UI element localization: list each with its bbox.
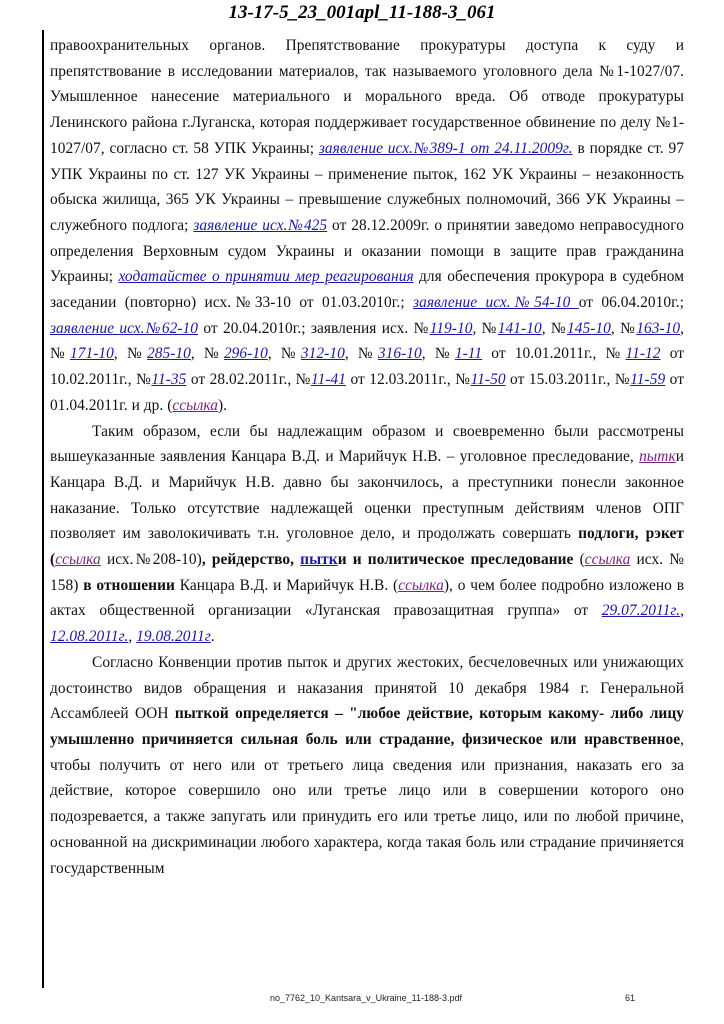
text: , № (541, 319, 567, 337)
text: , № (421, 345, 455, 363)
link-296-10[interactable]: 296-10 (223, 345, 268, 363)
link-163-10[interactable]: 163-10 (636, 319, 681, 337)
paragraph-2 (50, 419, 684, 650)
link-312-10[interactable]: 312-10 (300, 345, 345, 363)
text: от 06.04.2010г.; (578, 294, 684, 312)
link-ssylka[interactable]: ссылка (172, 396, 218, 414)
text: , № (113, 345, 147, 363)
text: от 15.03.2011г., № (505, 371, 631, 389)
text: , № (190, 345, 224, 363)
text: , чтобы получить от него или от третьего лица сведения или признания, наказать его за действие, которое совершило оно или третье лицо или в совершении которого оно подозревается, а также запугать или принудить его или третье лицо, или по любой причине, основанной на дискриминации любого характера, когда такая боль или страдание причиняется государственным (50, 730, 684, 877)
bold-text: и и политическое преследование (337, 551, 574, 569)
link-pytki-bold[interactable]: пытк (300, 551, 338, 569)
text: , № (472, 319, 498, 337)
link-11-59[interactable]: 11-59 (630, 371, 666, 389)
text: , № (344, 345, 378, 363)
text: ). (218, 396, 228, 414)
link-11-35[interactable]: 11-35 (151, 371, 187, 389)
margin-line (42, 30, 44, 988)
page-number: 61 (625, 993, 636, 1003)
text: в порядке ст. 97 УПК Украины по ст. 127 УК Украины – применение пыток, 162 УК Украины – незаконность обыска жилища, 365 УК Украины – превышение служебных полномочий, 366 УК Украины – служебного подлога; (50, 139, 685, 234)
link-119-10[interactable]: 119-10 (429, 319, 473, 337)
text: ), о чем более подробно изложено в актах общественной организации «Луганская правозащитная группа» от (50, 576, 685, 620)
bold-text: подлоги, рэкет ( (50, 525, 684, 569)
text: , (128, 628, 137, 646)
link-zayavlenie-425[interactable]: заявление исх.№425 (193, 216, 328, 234)
bold-text: в отношении (83, 576, 175, 594)
text: , № (267, 345, 301, 363)
text: исх.№208-10) (100, 551, 202, 569)
link-316-10[interactable]: 316-10 (377, 345, 422, 363)
text: ( (573, 551, 585, 569)
link-11-50[interactable]: 11-50 (470, 371, 506, 389)
bold-text: , рейдерство, (201, 551, 301, 569)
document-body (50, 33, 684, 881)
text: от 10.01.2011г., № (482, 345, 626, 363)
link-11-12[interactable]: 11-12 (625, 345, 661, 363)
link-171-10[interactable]: 171-10 (70, 345, 114, 363)
paragraph-1 (50, 33, 684, 419)
link-141-10[interactable]: 141-10 (497, 319, 542, 337)
link-zayavlenie-54-10[interactable]: заявление исх.№54-10 (413, 294, 579, 312)
text: исх. № 158) (50, 551, 685, 594)
text: . (210, 628, 215, 646)
paragraph-3 (50, 650, 684, 881)
text: от 12.03.2011г., № (345, 371, 471, 389)
text: от 28.12.2009г. о принятии заведомо неправосудного определения Верховным судом Украины и оказании помощи в защите прав гражданина Украины; (50, 216, 684, 286)
text: правоохранительных органов. Препятствование прокуратуры доступа к суду и препятствование в исследовании материалов, так называемого уголовного дела №1-1027/07. Умышленное нанесение материального и морального вреда. Об отводе прокуратуры Ленинского района г.Луганска, которая поддерживает государственное обвинение по делу №1-1027/07, согласно ст. 58 УПК Украины; (50, 37, 684, 157)
page-title: 13-17-5_23_001apl_11-188-3_061 (228, 2, 496, 23)
link-ssylka-208[interactable]: ссылка (55, 551, 101, 569)
text: от 10.02.2011г., № (50, 345, 685, 389)
link-11-41[interactable]: 11-41 (310, 371, 346, 389)
link-285-10[interactable]: 285-10 (146, 345, 191, 363)
link-zayavlenie-389-1[interactable]: заявление исх.№389-1 от 24.11.2009г. (318, 139, 573, 157)
text: Таким образом, если бы надлежащим образом и своевременно были рассмотрены вышеуказанные заявления Канцара В.Д. и Марийчук Н.В. – уголовное преследование, (50, 422, 684, 466)
bold-text: пыткой определяется – "любое действие, которым какому- либо лицу умышленно причиняется сильная боль или страдание, физическое или нравственное (50, 705, 684, 748)
text: Канцара В.Д. и Марийчук Н.В. ( (174, 576, 399, 594)
link-pytki[interactable]: пытк (639, 448, 676, 466)
text: и Канцара В.Д. и Марийчук Н.В. давно бы закончилось, а преступники понесли законное наказание. Только отсутствие надлежащей оценки преступным действиям членов ОПГ позволяет им заволокичивать т.н. уголовное дело, и продолжать совершать (50, 448, 684, 543)
link-ssylka-158[interactable]: ссылка (584, 551, 631, 569)
text: , (680, 602, 684, 620)
link-ssylka-2[interactable]: ссылка (398, 576, 444, 594)
text: от 28.02.2011г., № (186, 371, 311, 389)
link-19-08-2011[interactable]: 19.08.2011г (136, 628, 211, 646)
text: , № (610, 319, 637, 337)
link-hodataystvo[interactable]: ходатайстве о принятии мер реагирования (118, 268, 414, 286)
link-12-08-2011[interactable]: 12.08.2011г. (50, 628, 129, 646)
link-zayavlenie-62-10[interactable]: заявление исх.№62-10 (50, 319, 199, 337)
link-145-10[interactable]: 145-10 (567, 319, 611, 337)
link-1-11[interactable]: 1-11 (454, 345, 483, 363)
link-29-07-2011[interactable]: 29.07.2011г. (601, 602, 681, 620)
text: для обеспечения прокурора в судебном заседании (повторно) исх.№33-10 от 01.03.2010г.; (50, 268, 685, 312)
text: от 01.04.2011г. и др. ( (50, 371, 684, 414)
text: Согласно Конвенции против пыток и других жестоких, бесчеловечных или унижающих достоинство видов обращения и наказания принятой 10 декабря 1984 г. Генеральной Ассамблеей ООН (50, 653, 684, 723)
footer-filename: no_7762_10_Kantsara_v_Ukraine_11-188-3.pdf (270, 993, 462, 1003)
text: , № (50, 319, 685, 363)
text: от 20.04.2010г.; заявления исх. № (198, 319, 430, 337)
